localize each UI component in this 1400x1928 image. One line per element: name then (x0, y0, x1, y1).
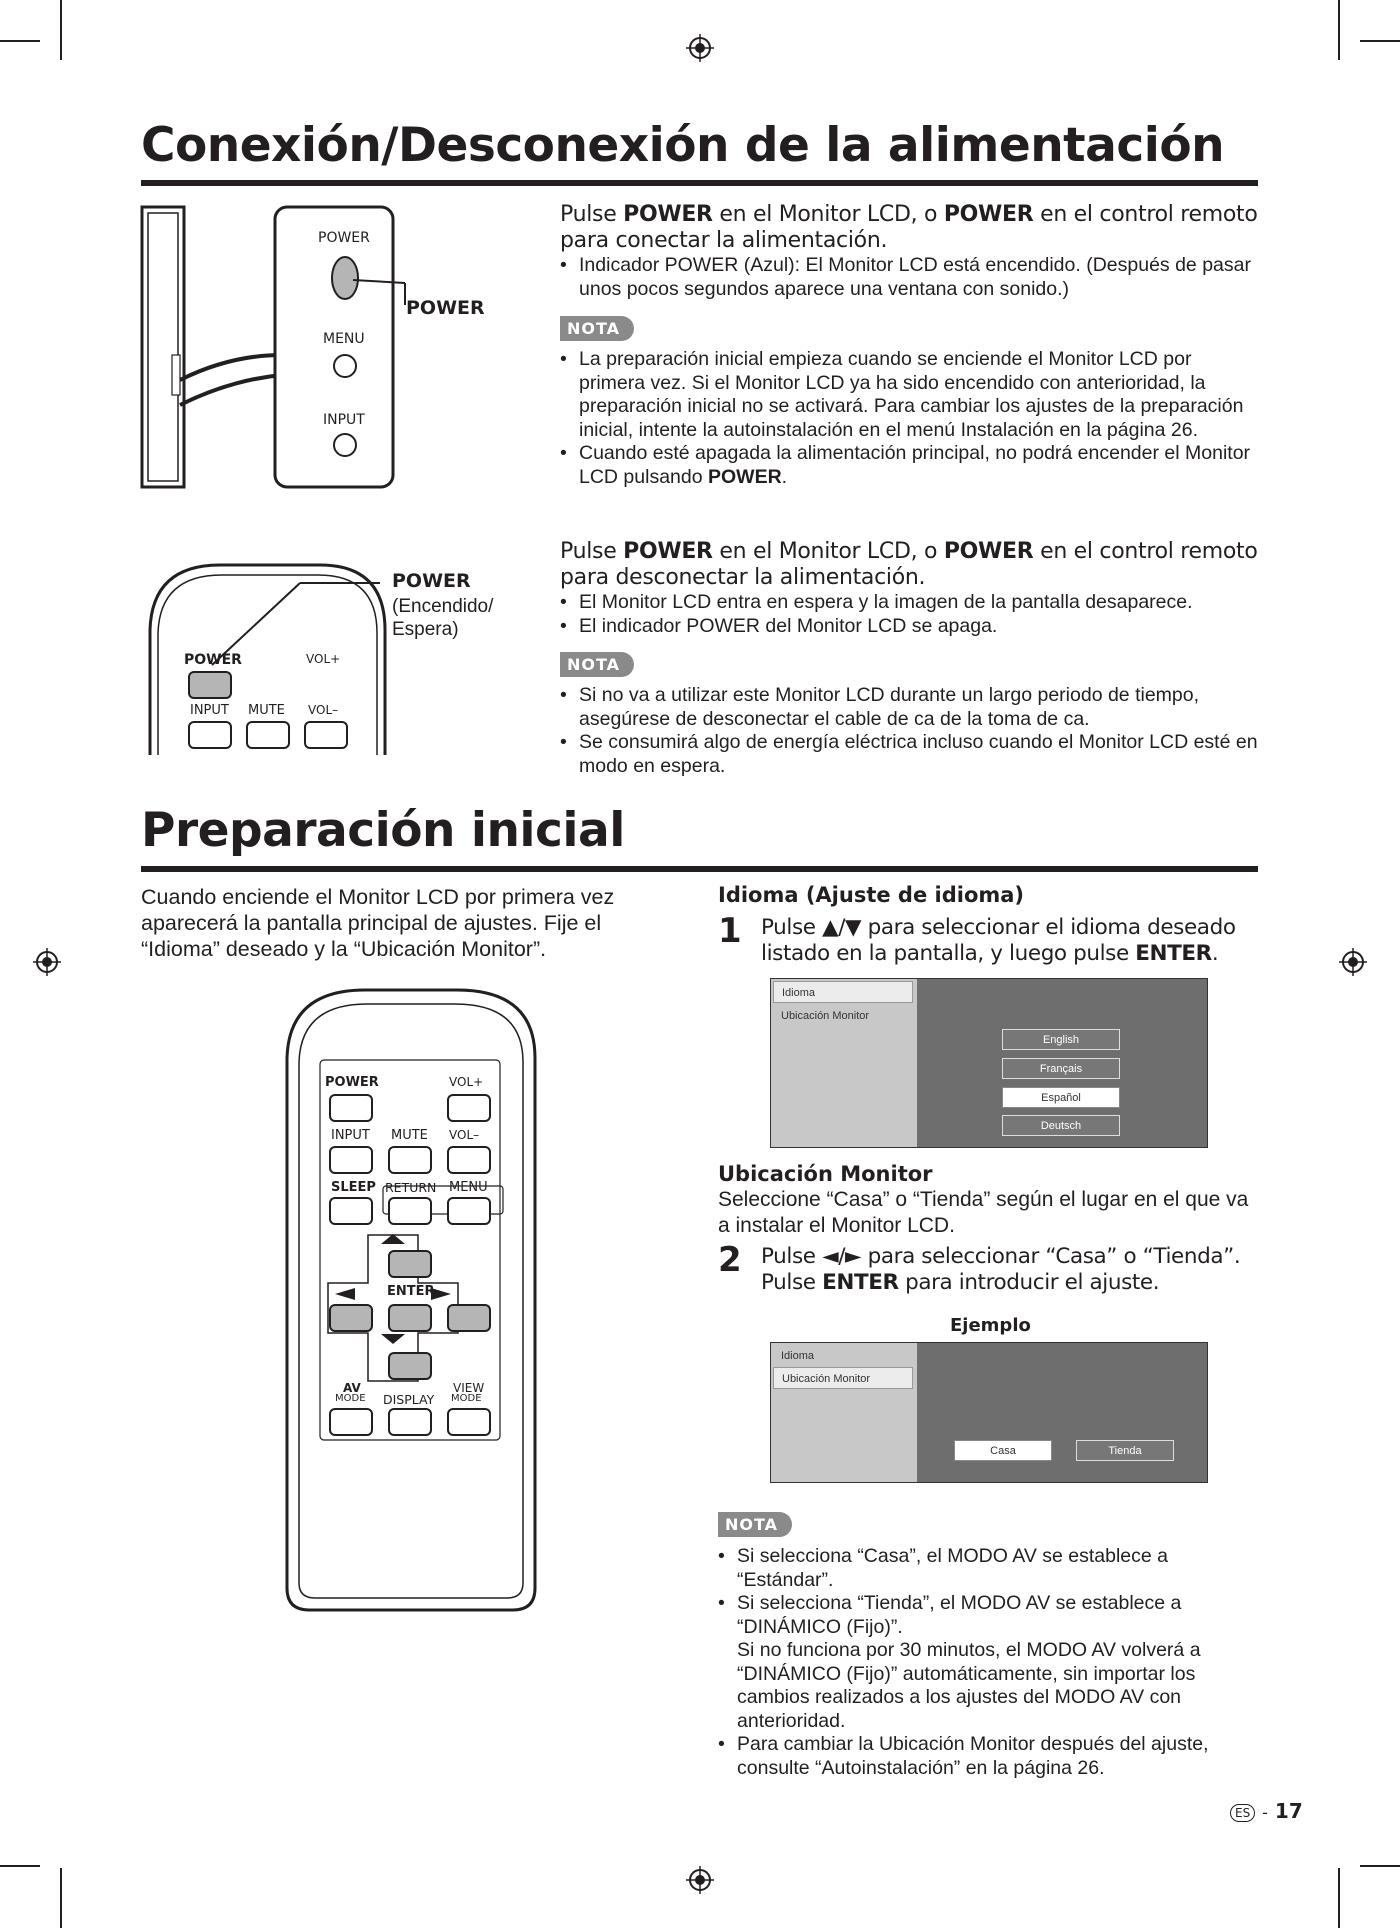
right-button (447, 1304, 491, 1332)
view-mode-button (447, 1408, 491, 1436)
crop-mark (1338, 1868, 1340, 1928)
remote-label-av: AV (343, 1381, 361, 1395)
panel-label-input: INPUT (323, 412, 365, 428)
power-button (188, 671, 232, 699)
nota-badge: NOTA (718, 1512, 792, 1537)
power-off-lead: Pulse POWER en el Monitor LCD, o POWER en el control remoto para desconectar la alimentación. (560, 539, 1258, 590)
menu-item-idioma: Idioma (773, 981, 913, 1003)
mute-button (388, 1146, 432, 1174)
language-option-deutsch[interactable]: Deutsch (1002, 1115, 1120, 1136)
menu-item-ubicacion: Ubicación Monitor (781, 1010, 870, 1022)
menu-item-idioma: Idioma (781, 1350, 815, 1362)
up-button (388, 1250, 432, 1278)
left-button (329, 1304, 373, 1332)
ubicacion-text: Seleccione “Casa” o “Tienda” según el lugar en el que va a instalar el Monitor LCD. (718, 1188, 1249, 1237)
remote-label-volplus: VOL+ (306, 652, 341, 666)
list-item: • Se consumirá algo de energía eléctrica incluso cuando el Monitor LCD esté en modo en espera. (560, 731, 1260, 778)
crop-mark (60, 1868, 62, 1928)
remote-label-volminus: VOL– (449, 1128, 480, 1142)
panel-label-power: POWER (318, 230, 370, 246)
remote-small-illustration (140, 555, 520, 755)
remote-label-mute: MUTE (391, 1128, 428, 1143)
sleep-button (329, 1197, 373, 1225)
remote-label-sleep: SLEEP (331, 1180, 376, 1195)
list-item: • Para cambiar la Ubicación Monitor después del ajuste, consulte “Autoinstalación” en la página 26. (718, 1733, 1263, 1780)
vol-minus-button (304, 721, 348, 749)
input-button (188, 721, 232, 749)
location-option-tienda[interactable]: Tienda (1076, 1440, 1174, 1461)
location-menu-screen (770, 1342, 1208, 1483)
list-item: • Indicador POWER (Azul): El Monitor LCD está encendido. (Después de pasar unos pocos segundos aparece una ventana con sonido.) (560, 254, 1260, 301)
section-title-setup: Preparación inicial (141, 803, 625, 858)
crop-mark (0, 40, 40, 42)
setup-intro: Cuando enciende el Monitor LCD por primera vez aparecerá la pantalla principal de ajustes. Fije el “Idioma” deseado y la “Ubicación Monitor”. (141, 885, 615, 961)
language-option-espanol[interactable]: Español (1002, 1087, 1120, 1108)
enter-button (388, 1304, 432, 1332)
remote-callout-sub: (Encendido/ Espera) (392, 596, 494, 640)
panel-callout-power: POWER (406, 297, 485, 319)
registration-mark (1339, 948, 1367, 976)
remote-label-view-mode: MODE (451, 1393, 482, 1404)
power-on-notes (560, 348, 1260, 489)
up-down-arrows-icon: ▲/▼ (822, 915, 862, 940)
monitor-panel-illustration (140, 205, 500, 495)
registration-mark (686, 34, 714, 62)
language-option-english[interactable]: English (1002, 1029, 1120, 1050)
remote-label-menu: MENU (449, 1180, 488, 1195)
remote-label-view: VIEW (453, 1381, 485, 1395)
return-button (388, 1197, 432, 1225)
remote-label-volminus: VOL– (308, 703, 339, 717)
list-item: • Si no va a utilizar este Monitor LCD durante un largo periodo de tiempo, asegúrese de desconectar el cable de ca de la toma de ca. (560, 684, 1260, 731)
location-option-casa[interactable]: Casa (954, 1440, 1052, 1461)
registration-mark (686, 1866, 714, 1894)
registration-mark (33, 948, 61, 976)
remote-label-input: INPUT (190, 703, 229, 718)
list-item: • La preparación inicial empieza cuando se enciende el Monitor LCD por primera vez. Si el Monitor LCD ya ha sido encendido con anterioridad, la preparación inicial no se activará. Para cambiar los ajustes de la preparación inicial, intente la autoinstalación en el menú Instalación en la página 26. (560, 348, 1260, 442)
idioma-heading: Idioma (Ajuste de idioma) (718, 883, 1025, 907)
crop-mark (60, 0, 62, 60)
av-mode-button (329, 1408, 373, 1436)
section-title-power: Conexión/Desconexión de la alimentación (141, 118, 1225, 173)
mute-button (246, 721, 290, 749)
menu-button (447, 1197, 491, 1225)
panel-label-menu: MENU (323, 331, 365, 347)
nota-badge: NOTA (560, 316, 634, 341)
remote-label-power: POWER (184, 652, 242, 668)
ejemplo-label: Ejemplo (950, 1315, 1031, 1336)
section-rule (141, 866, 1258, 872)
page-footer: ES - 17 (1230, 1799, 1303, 1823)
left-right-arrows-icon: ◄/► (822, 1244, 862, 1269)
remote-label-input: INPUT (331, 1128, 370, 1143)
vol-minus-button (447, 1146, 491, 1174)
step2-text: Pulse ◄/► para seleccionar “Casa” o “Tienda”. Pulse ENTER para introducir el ajuste. (761, 1244, 1241, 1295)
language-menu-screen (770, 978, 1208, 1148)
crop-mark (1338, 0, 1340, 60)
remote-label-return: RETURN (385, 1180, 437, 1195)
down-button (388, 1352, 432, 1380)
display-button (388, 1408, 432, 1436)
section-rule (141, 180, 1258, 186)
remote-label-av-mode: MODE (335, 1393, 366, 1404)
menu-item-ubicacion: Ubicación Monitor (773, 1367, 913, 1389)
remote-large-illustration (285, 988, 537, 1613)
ubicacion-heading: Ubicación Monitor (718, 1162, 933, 1186)
remote-label-volplus: VOL+ (449, 1075, 484, 1089)
page-number: 17 (1274, 1799, 1303, 1823)
crop-mark (0, 1865, 40, 1867)
list-item: • El indicador POWER del Monitor LCD se apaga. (560, 615, 1260, 639)
power-on-bullets (560, 254, 1260, 301)
step-number: 2 (718, 1240, 742, 1280)
remote-label-display: DISPLAY (383, 1392, 435, 1407)
power-off-notes (560, 684, 1260, 778)
power-on-lead: Pulse POWER en el Monitor LCD, o POWER en el control remoto para conectar la alimentación. (560, 202, 1258, 253)
list-item: • Cuando esté apagada la alimentación principal, no podrá encender el Monitor LCD pulsando POWER. (560, 442, 1260, 489)
remote-label-mute: MUTE (248, 703, 285, 718)
remote-label-power: POWER (325, 1075, 379, 1090)
input-button (329, 1146, 373, 1174)
language-badge: ES (1230, 1804, 1255, 1822)
crop-mark (1360, 40, 1400, 42)
power-button (329, 1094, 373, 1122)
crop-mark (1360, 1865, 1400, 1867)
remote-label-enter: ENTER (387, 1284, 435, 1299)
power-off-bullets (560, 591, 1260, 638)
language-option-francais[interactable]: Français (1002, 1058, 1120, 1079)
list-item: • Si selecciona “Tienda”, el MODO AV se establece a “DINÁMICO (Fijo)”. Si no funciona por 30 minutos, el MODO AV volverá a “DINÁMICO (Fijo)” automáticamente, sin importar los cambios realizados a los ajustes del MODO AV con anterioridad. (718, 1592, 1263, 1733)
list-item: • El Monitor LCD entra en espera y la imagen de la pantalla desaparece. (560, 591, 1260, 615)
step1-text: Pulse ▲/▼ para seleccionar el idioma deseado listado en la pantalla, y luego pulse ENTER. (761, 915, 1236, 966)
step-number: 1 (718, 911, 742, 951)
list-item: • Si selecciona “Casa”, el MODO AV se establece a “Estándar”. (718, 1545, 1263, 1592)
remote-callout-title: POWER (392, 570, 471, 592)
setup-notes (718, 1545, 1263, 1780)
vol-plus-button (447, 1094, 491, 1122)
nota-badge: NOTA (560, 652, 634, 677)
